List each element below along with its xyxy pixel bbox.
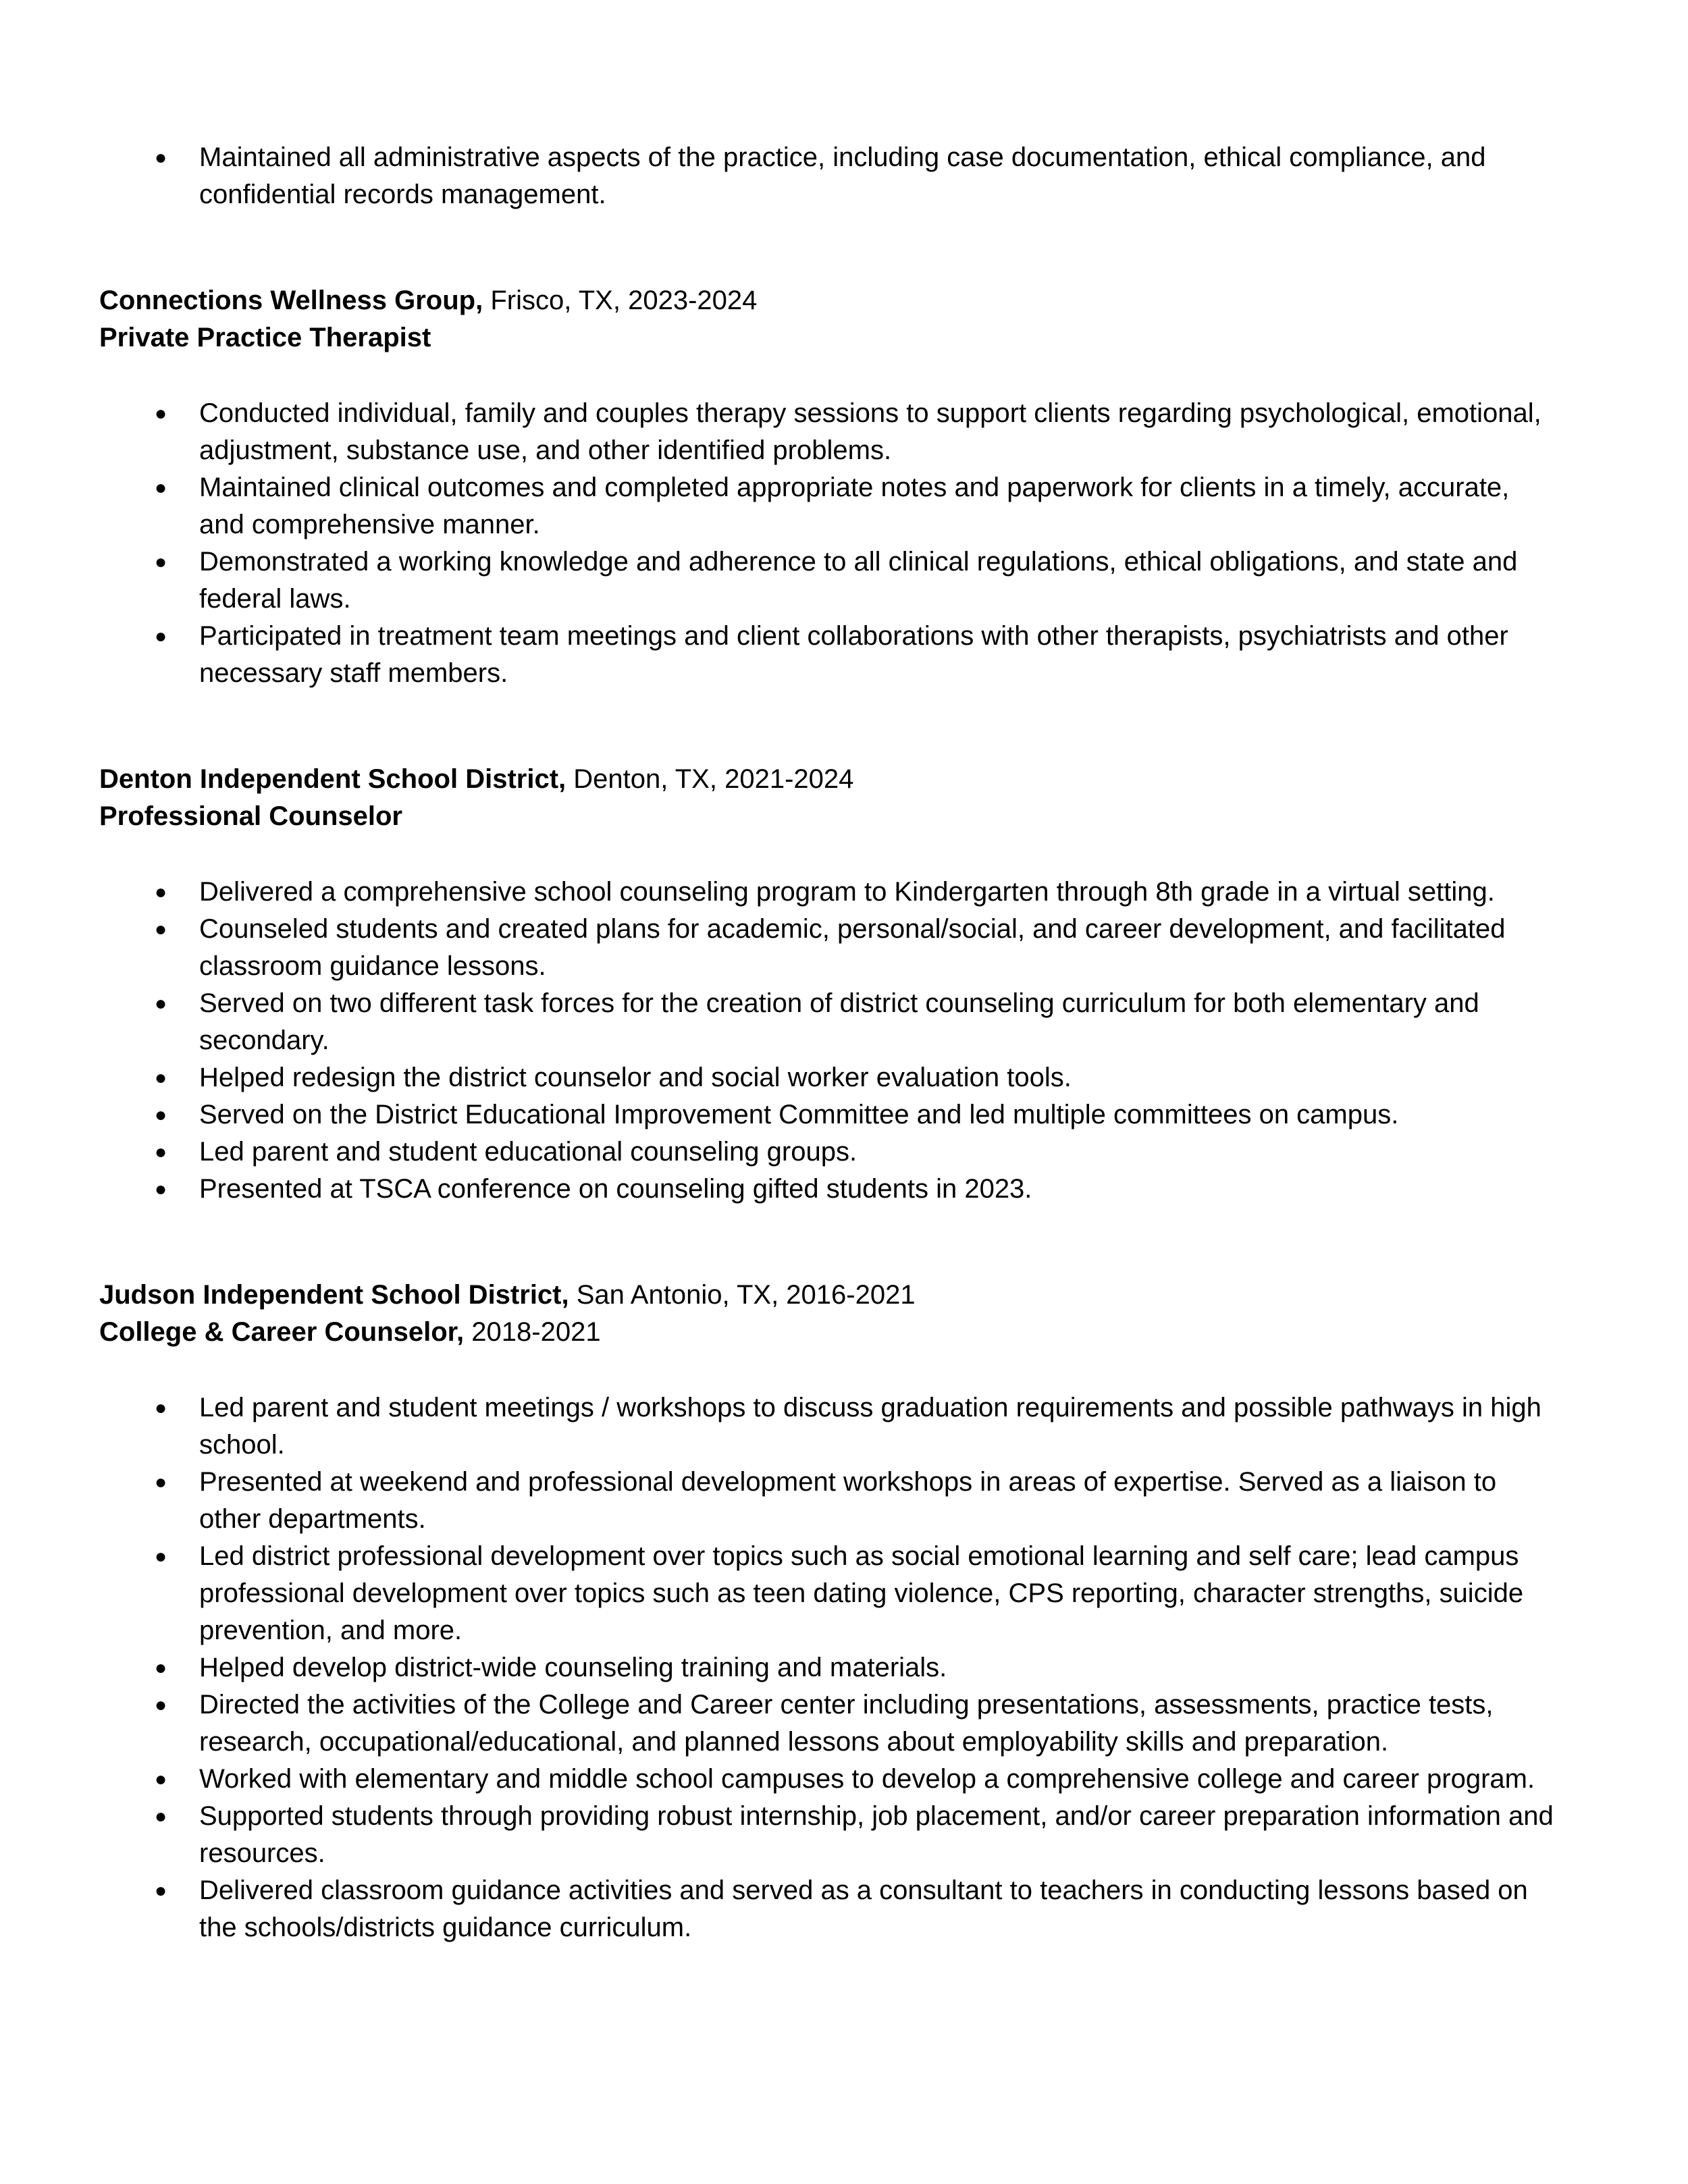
bullet-item xyxy=(99,1134,1598,1171)
bullet-list xyxy=(99,874,1598,1208)
experience-section xyxy=(99,761,1598,1208)
bullet-text-line: professional development over topics such as teen dating violence, CPS reporting, character strengths, suicide xyxy=(199,1578,1524,1608)
employer-location-dates: San Antonio, TX, 2016-2021 xyxy=(569,1280,916,1310)
bullet-dot-icon: ● xyxy=(155,1067,167,1089)
employer-location-dates: Frisco, TX, 2023-2024 xyxy=(483,286,758,315)
bullet-item xyxy=(99,1761,1598,1798)
bullet-item xyxy=(99,139,1598,213)
bullet-dot-icon: ● xyxy=(155,1768,167,1790)
intro-bullet-list xyxy=(99,139,1598,213)
bullet-text-line: Served on two different task forces for the creation of district counseling curriculum for both elementary and xyxy=(199,988,1479,1018)
bullet-item xyxy=(99,874,1598,911)
bullet-text-line: adjustment, substance use, and other identified problems. xyxy=(199,435,892,465)
bullet-item xyxy=(99,469,1598,543)
bullet-text-line: Led parent and student meetings / workshops to discuss graduation requirements and possible pathways in high xyxy=(199,1393,1541,1422)
bullet-dot-icon: ● xyxy=(155,881,167,903)
bullet-text-line: Led district professional development over topics such as social emotional learning and self care; lead campus xyxy=(199,1541,1519,1571)
role-line xyxy=(99,798,1598,835)
section-header xyxy=(99,761,1598,835)
bullet-dot-icon: ● xyxy=(155,1694,167,1716)
bullet-item xyxy=(99,1686,1598,1761)
employer-location-dates: Denton, TX, 2021-2024 xyxy=(566,764,854,794)
bullet-item xyxy=(99,911,1598,985)
bullet-dot-icon: ● xyxy=(155,918,167,940)
bullet-text-line: Led parent and student educational counseling groups. xyxy=(199,1137,858,1167)
bullet-dot-icon: ● xyxy=(155,1141,167,1163)
role-title: College & Career Counselor, xyxy=(99,1317,465,1347)
employer-name: Denton Independent School District, xyxy=(99,764,566,794)
bullet-item xyxy=(99,1389,1598,1464)
bullet-text-line: and comprehensive manner. xyxy=(199,510,540,539)
bullet-text-line: federal laws. xyxy=(199,584,351,614)
employer-name: Connections Wellness Group, xyxy=(99,286,483,315)
bullet-text-line: resources. xyxy=(199,1838,325,1868)
bullet-dot-icon: ● xyxy=(155,1657,167,1679)
bullet-text-line: classroom guidance lessons. xyxy=(199,951,546,981)
section-header xyxy=(99,282,1598,356)
bullet-dot-icon: ● xyxy=(155,1178,167,1200)
bullet-text-line: Directed the activities of the College and Career center including presentations, assessments, practice tests, xyxy=(199,1690,1494,1720)
bullet-text-line: Presented at TSCA conference on counseling gifted students in 2023. xyxy=(199,1174,1032,1204)
bullet-text-line: Conducted individual, family and couples therapy sessions to support clients regarding psychological, emotional, xyxy=(199,398,1541,428)
bullet-text-line: Demonstrated a working knowledge and adherence to all clinical regulations, ethical obligations, and state and xyxy=(199,547,1518,577)
bullet-dot-icon: ● xyxy=(155,402,167,425)
resume-document xyxy=(99,139,1598,1946)
bullet-item xyxy=(99,985,1598,1059)
experience-section xyxy=(99,282,1598,692)
bullet-item xyxy=(99,618,1598,692)
bullet-text-line: Counseled students and created plans for academic, personal/social, and career development, and facilitated xyxy=(199,914,1506,944)
bullet-dot-icon: ● xyxy=(155,1104,167,1126)
bullet-dot-icon: ● xyxy=(155,147,167,169)
bullet-text-line: Delivered a comprehensive school counseling program to Kindergarten through 8th grade in a virtual setting. xyxy=(199,877,1495,907)
bullet-dot-icon: ● xyxy=(155,1805,167,1828)
bullet-list xyxy=(99,1389,1598,1946)
bullet-text-line: Supported students through providing robust internship, job placement, and/or career preparation information and xyxy=(199,1801,1554,1831)
bullet-text-line: school. xyxy=(199,1430,285,1460)
bullet-text-line: Maintained clinical outcomes and completed appropriate notes and paperwork for clients in a timely, accurate, xyxy=(199,473,1510,502)
bullet-dot-icon: ● xyxy=(155,1471,167,1493)
bullet-dot-icon: ● xyxy=(155,1545,167,1568)
bullet-item xyxy=(99,1464,1598,1538)
bullet-item xyxy=(99,1872,1598,1946)
bullet-text-line: Helped redesign the district counselor and social worker evaluation tools. xyxy=(199,1063,1072,1092)
bullet-text-line: necessary staff members. xyxy=(199,658,508,688)
bullet-item xyxy=(99,1649,1598,1686)
role-line xyxy=(99,1314,1598,1351)
bullet-item xyxy=(99,1538,1598,1649)
bullet-dot-icon: ● xyxy=(155,477,167,499)
bullet-text-line: Worked with elementary and middle school campuses to develop a comprehensive college and career program. xyxy=(199,1764,1535,1794)
employer-line xyxy=(99,282,1598,319)
bullet-dot-icon: ● xyxy=(155,551,167,573)
bullet-item xyxy=(99,1171,1598,1208)
employer-line xyxy=(99,1277,1598,1314)
bullet-text-line: Delivered classroom guidance activities and served as a consultant to teachers in conducting lessons based on xyxy=(199,1875,1528,1905)
bullet-text-line: research, occupational/educational, and planned lessons about employability skills and preparation. xyxy=(199,1727,1389,1757)
bullet-text-line: Helped develop district-wide counseling training and materials. xyxy=(199,1653,947,1682)
bullet-list xyxy=(99,395,1598,692)
bullet-text-line: other departments. xyxy=(199,1504,426,1534)
bullet-text-line: Maintained all administrative aspects of the practice, including case documentation, ethical compliance, and xyxy=(199,142,1486,172)
bullet-item xyxy=(99,543,1598,618)
employer-name: Judson Independent School District, xyxy=(99,1280,569,1310)
bullet-dot-icon: ● xyxy=(155,625,167,647)
bullet-item xyxy=(99,1059,1598,1096)
bullet-text-line: secondary. xyxy=(199,1026,329,1055)
bullet-text-line: confidential records management. xyxy=(199,180,606,209)
section-header xyxy=(99,1277,1598,1351)
bullet-dot-icon: ● xyxy=(155,1397,167,1419)
bullet-text-line: prevention, and more. xyxy=(199,1616,463,1645)
bullet-text-line: the schools/districts guidance curriculum. xyxy=(199,1913,692,1942)
bullet-item xyxy=(99,1798,1598,1872)
role-dates: 2018-2021 xyxy=(464,1317,601,1347)
role-title: Professional Counselor xyxy=(99,801,402,831)
bullet-dot-icon: ● xyxy=(155,1880,167,1902)
bullet-item xyxy=(99,395,1598,469)
bullet-text-line: Participated in treatment team meetings and client collaborations with other therapists, psychiatrists and other xyxy=(199,621,1508,651)
bullet-dot-icon: ● xyxy=(155,992,167,1015)
employer-line xyxy=(99,761,1598,798)
role-line xyxy=(99,319,1598,356)
bullet-text-line: Served on the District Educational Improvement Committee and led multiple committees on campus. xyxy=(199,1100,1399,1129)
bullet-text-line: Presented at weekend and professional development workshops in areas of expertise. Served as a liaison to xyxy=(199,1467,1497,1497)
bullet-item xyxy=(99,1096,1598,1134)
experience-section xyxy=(99,1277,1598,1946)
role-title: Private Practice Therapist xyxy=(99,323,431,352)
